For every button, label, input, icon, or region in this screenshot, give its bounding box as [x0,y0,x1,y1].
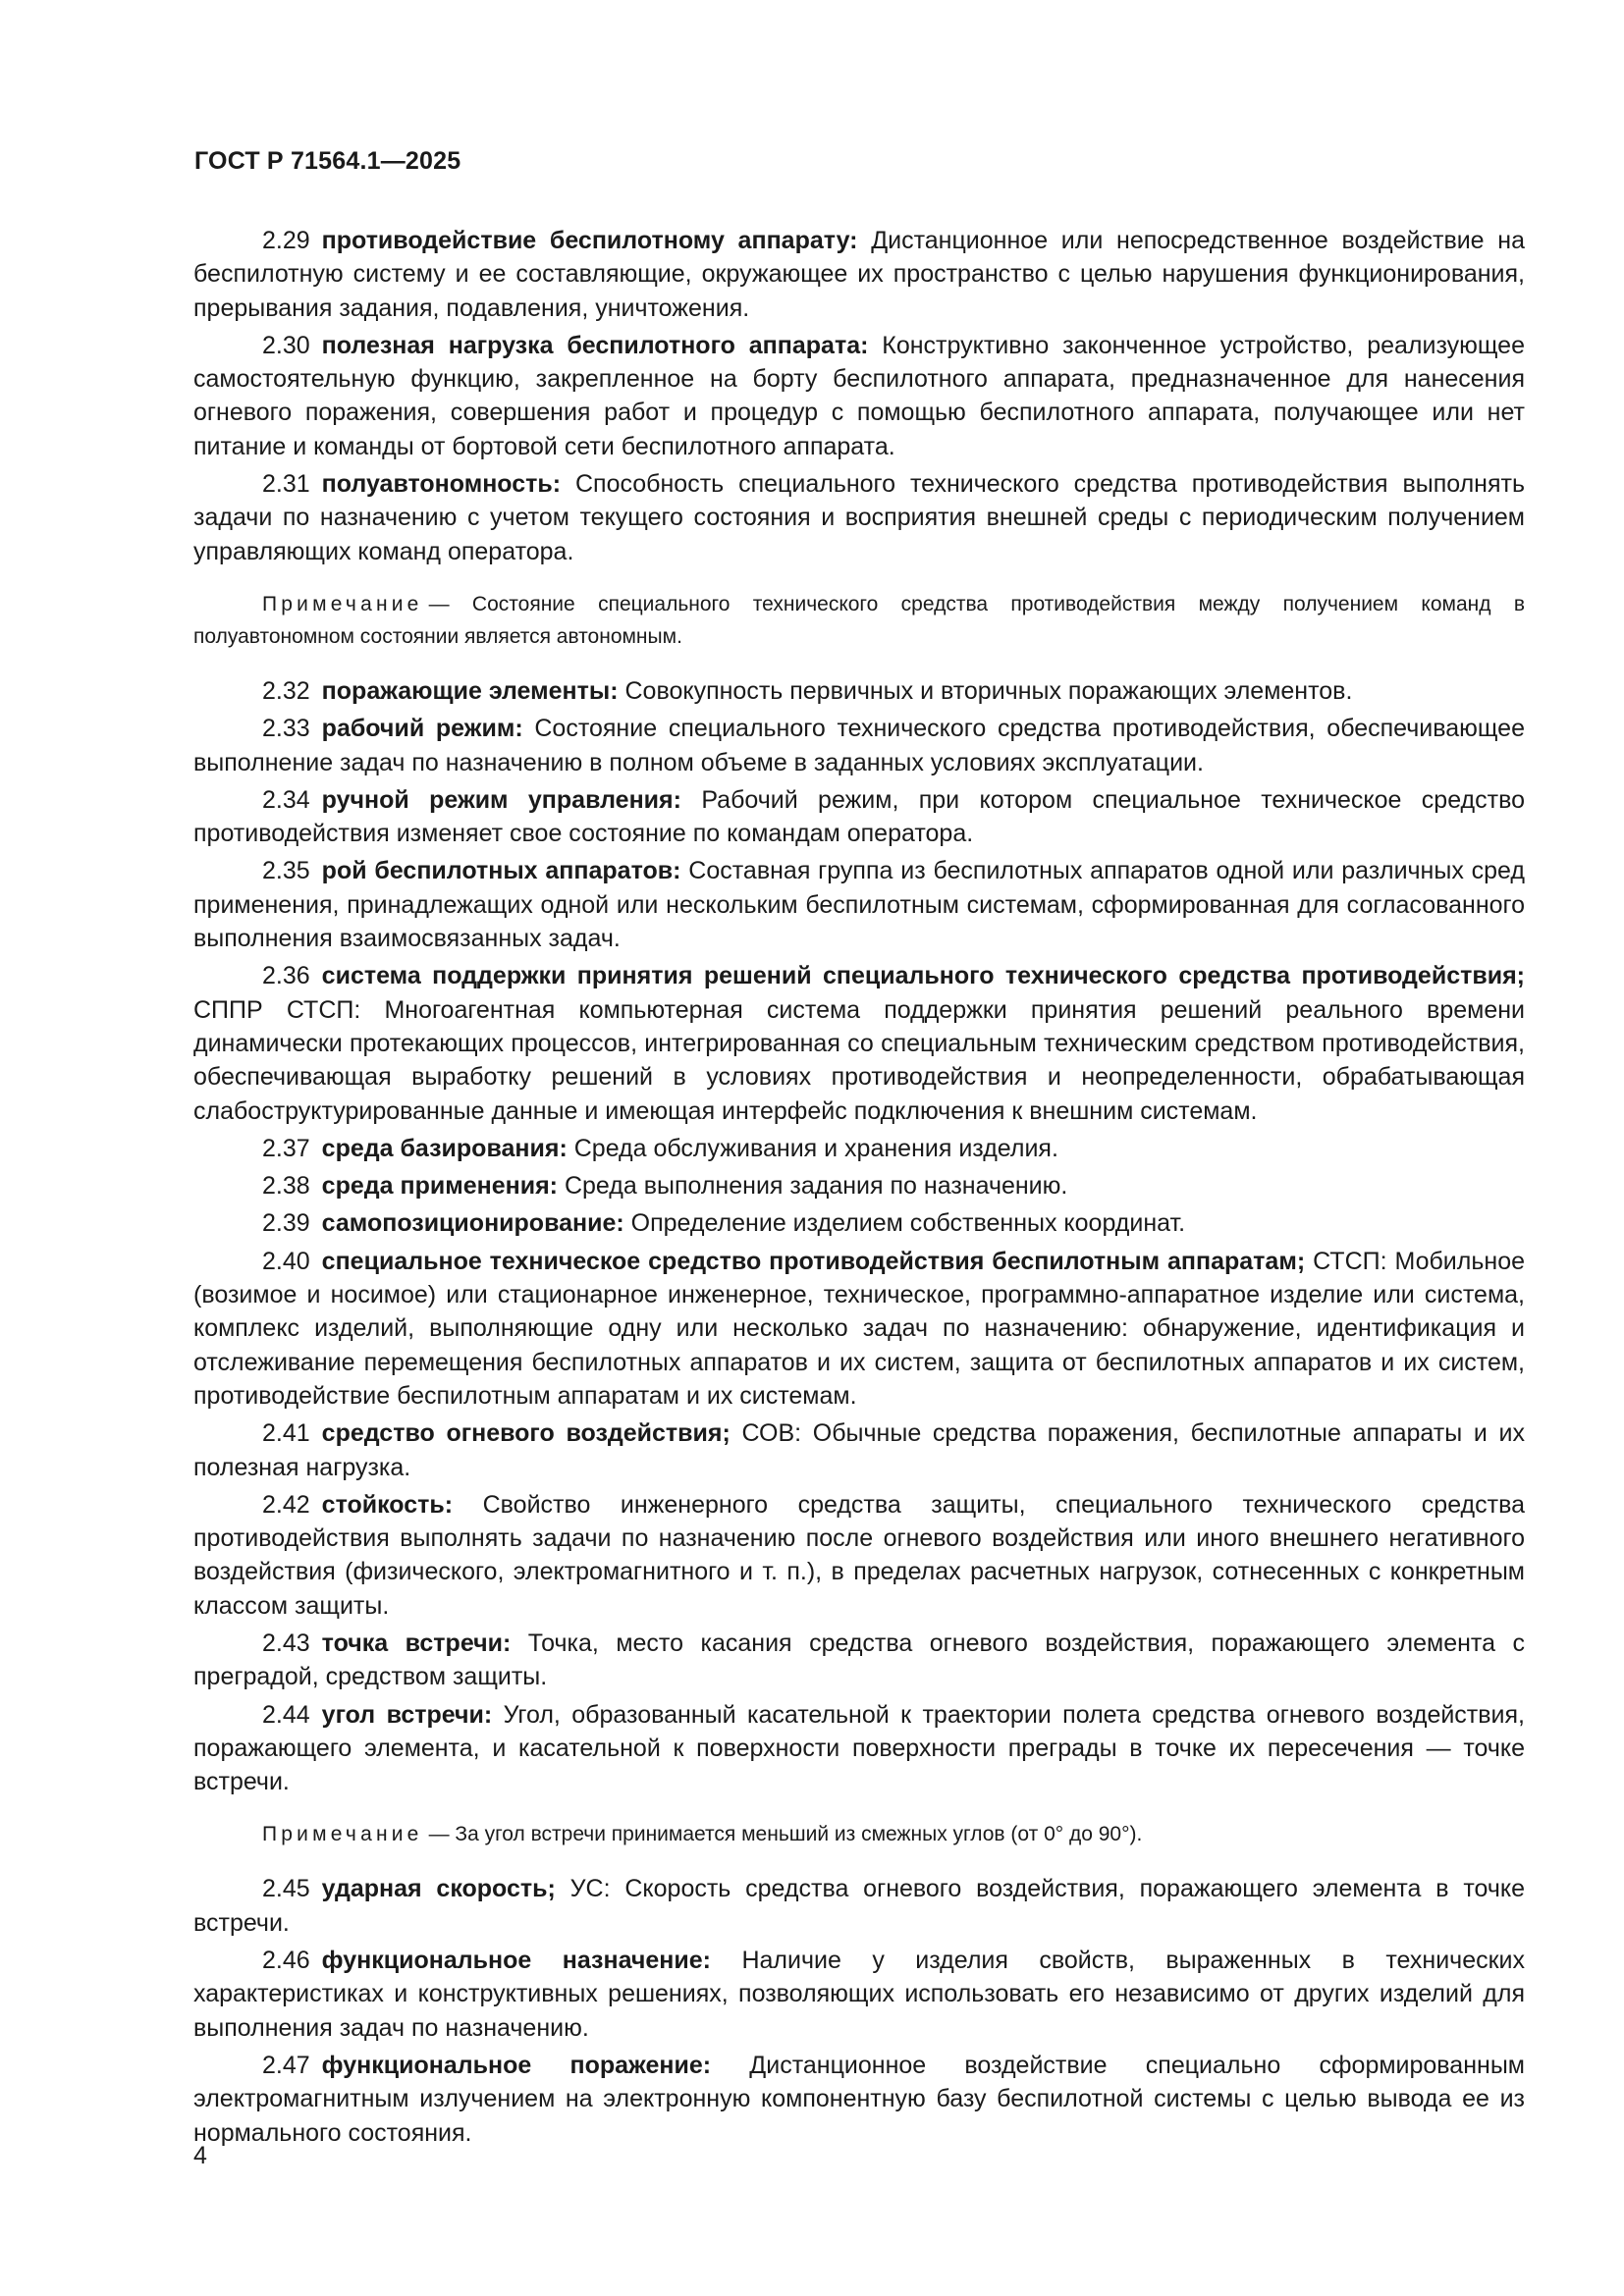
term-definition [193,1416,1525,1484]
term-definition [193,959,1525,1127]
term-definition [193,1488,1525,1623]
term-name: противодействие беспилотному аппарату: [321,227,858,254]
term-definition [193,783,1525,851]
note-label: Примечание [262,1823,423,1846]
term-number: 2.40 [262,1247,310,1275]
term-text: Определение изделием собственных координат. [623,1209,1186,1238]
term-number: 2.30 [262,331,310,359]
term-text: Наличие у изделия свойств, выраженных в технических характеристиках и конструктивных решениях, позволяющих использовать его независимо от других изделий для выполнения задач по назначению. [193,1947,1526,2042]
term-name: полуавтономность: [321,470,562,499]
term-text: Дистанционное или непосредственное воздействие на беспилотную систему и ее составляющие, окружающее их пространство с целью нарушения функционирования, прерывания задания, подавления, уничтожения. [193,227,1526,322]
term-name: ручной режим управления: [321,785,681,814]
term-name: точка встречи: [321,1629,512,1657]
note-label: Примечание [262,592,423,615]
term-number: 2.46 [262,1947,310,1975]
term-number: 2.42 [262,1490,310,1519]
note [193,588,1525,653]
term-text: Конструктивно законченное устройство, реализующее самостоятельную функцию, закрепленное на борту беспилотного аппарата, предназначенное для нанесения огневого поражения, совершения работ и процедур с помощью беспилотного аппарата, получающее или нет питание и команды от бортовой сети беспилотного аппарата. [193,331,1525,460]
term-text: Угол, образованный касательной к траектории полета средства огневого воздействия, поражающего элемента, и касательной к поверхности поверхности преграды в точке их пересечения — точке встречи. [193,1700,1525,1796]
term-name: система поддержки принятия решений специального технического средства противодействия; [321,962,1525,990]
term-definition [193,1944,1525,2045]
term-name: стойкость: [321,1490,454,1519]
term-name: ударная скорость; [321,1875,556,1903]
term-number: 2.32 [262,676,310,705]
term-text: Способность специального технического средства противодействия выполнять задачи по назначению с учетом текущего состояния и восприятия внешней среды с периодическим получением управляющих команд оператора. [193,470,1525,565]
term-text: СОВ: Обычные средства поражения, беспилотные аппараты и их полезная нагрузка. [193,1419,1525,1481]
term-name: полезная нагрузка беспилотного аппарата: [321,331,869,359]
term-name: функциональное назначение: [321,1947,711,1975]
term-definition [193,1169,1525,1202]
term-name: средство огневого воздействия; [321,1419,731,1448]
term-definition [193,1627,1525,1694]
term-number: 2.29 [262,227,310,254]
term-definition [193,224,1525,325]
term-number: 2.47 [262,2051,310,2079]
term-text: Свойство инженерного средства защиты, специального технического средства противодействия выполнять задачи по назначению после огневого воздействия или иного внешнего негативного воздействия (физического, электромагнитного и т. п.), в пределах расчетных нагрузок, сотнесенных с конкретным классом защиты. [193,1490,1525,1620]
term-text: Среда выполнения задания по назначению. [558,1172,1068,1201]
term-text: УС: Скорость средства огневого воздействия, поражающего элемента в точке встречи. [193,1875,1525,1937]
term-name: функциональное поражение: [321,2051,712,2079]
term-definition [193,467,1525,568]
term-number: 2.33 [262,715,310,743]
term-name: среда базирования: [321,1134,568,1162]
term-name: специальное техническое средство противодействия беспилотным аппаратам; [321,1247,1306,1275]
term-number: 2.36 [262,962,310,990]
term-number: 2.44 [262,1700,310,1729]
term-number: 2.38 [262,1172,310,1201]
term-definition [193,712,1525,779]
term-definition [193,1206,1525,1240]
page-number: 4 [193,2142,207,2169]
note-text: — За угол встречи принимается меньший из смежных углов (от 0° до 90°). [428,1823,1143,1846]
term-definition [193,854,1525,955]
term-number: 2.37 [262,1134,310,1162]
term-number: 2.35 [262,857,310,885]
term-name: поражающие элементы: [321,676,619,705]
note-text: — Состояние специального технического средства противодействия между получением команд в полуавтономном состоянии является автономным. [193,592,1525,648]
term-name: рабочий режим: [321,715,523,743]
term-definition [193,1698,1525,1799]
term-text: Дистанционное воздействие специально сформированным электромагнитным излучением на электронную компонентную базу беспилотной системы с целью вывода ее из нормального состояния. [193,2051,1525,2147]
note [193,1818,1525,1850]
term-text: СППР СТСП: Многоагентная компьютерная система поддержки принятия решений реального времени динамически протекающих процессов, интегрированная со специальным техническим средством противодействия, обеспечивающая выработку решений в условиях противодействия и неопределенности, обрабатывающая слабоструктурированные данные и имеющая интерфейс подключения к внешним системам. [193,995,1525,1125]
term-number: 2.45 [262,1875,310,1903]
document-body [193,224,1525,2154]
term-definition [193,329,1525,463]
term-text: Среда обслуживания и хранения изделия. [567,1134,1058,1162]
term-text: Состояние специального технического средства противодействия, обеспечивающее выполнение задач по назначению в полном объеме в заданных условиях эксплуатации. [193,715,1525,776]
term-definition [193,2049,1525,2150]
term-name: угол встречи: [321,1700,493,1729]
term-number: 2.41 [262,1419,310,1448]
term-name: рой беспилотных аппаратов: [321,857,681,885]
term-number: 2.43 [262,1629,310,1657]
term-text: Составная группа из беспилотных аппаратов одной или различных сред применения, принадлежащих одной или нескольким беспилотным системам, сформированная для согласованного выполнения взаимосвязанных задач. [193,857,1525,953]
term-text: Рабочий режим, при котором специальное техническое средство противодействия изменяет свое состояние по командам оператора. [193,785,1525,848]
term-text: СТСП: Мобильное (возимое и носимое) или стационарное инженерное, техническое, программно-аппаратное изделие или система, комплекс изделий, выполняющие одну или несколько задач по назначению: обнаружение, идентификация и отслеживание перемещения беспилотных аппаратов и их систем, защита от беспилотных аппаратов и их систем, противодействие беспилотным аппаратам и их системам. [193,1247,1525,1410]
term-text: Совокупность первичных и вторичных поражающих элементов. [618,676,1353,705]
term-definition [193,1245,1525,1413]
term-number: 2.39 [262,1209,310,1238]
term-definition [193,1872,1525,1940]
term-text: Точка, место касания средства огневого воздействия, поражающего элемента с преградой, средством защиты. [193,1629,1525,1691]
term-definition [193,1132,1525,1165]
term-name: самопозиционирование: [321,1209,624,1238]
term-number: 2.31 [262,470,310,499]
standard-header: ГОСТ Р 71564.1—2025 [194,147,461,175]
term-name: среда применения: [321,1172,558,1201]
term-number: 2.34 [262,785,310,814]
term-definition [193,674,1525,708]
